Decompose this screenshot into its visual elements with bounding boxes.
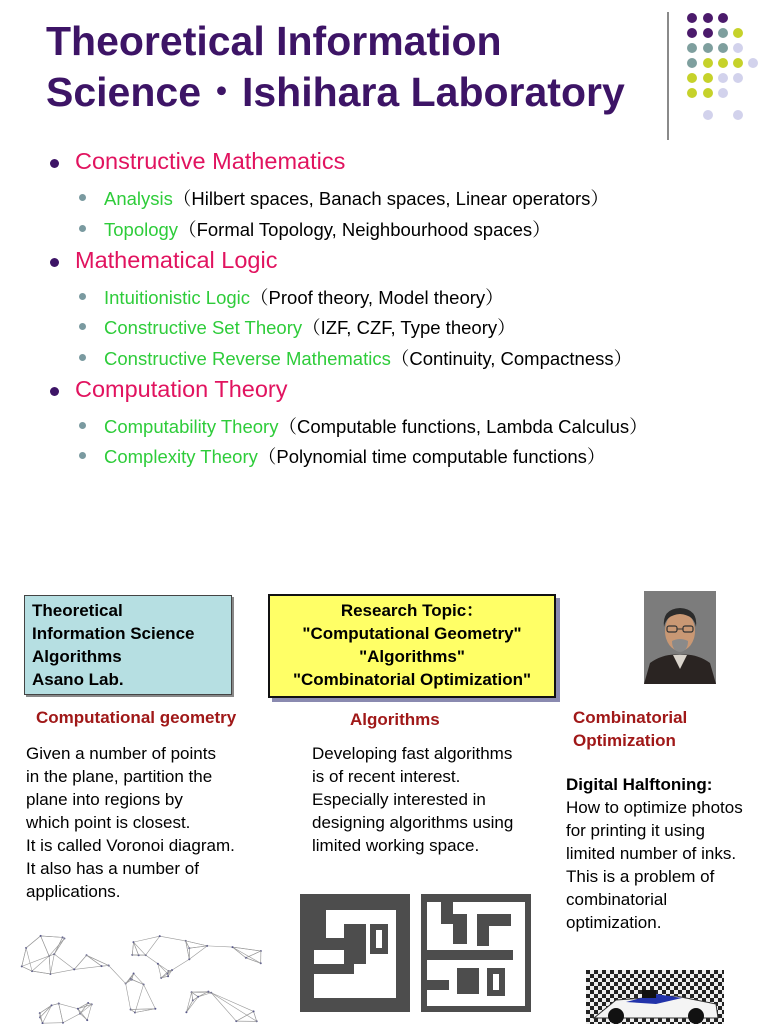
- voronoi-site: [77, 1008, 79, 1010]
- subtopic-detail: （Proof theory, Model theory）: [250, 287, 504, 308]
- bullet-icon: [79, 194, 86, 201]
- topic-box-line: "Computational Geometry": [302, 624, 522, 643]
- voronoi-edge: [50, 969, 74, 974]
- text-line: plane into regions by: [26, 790, 183, 809]
- topic-box-line: "Algorithms": [359, 647, 465, 666]
- voronoi-edge: [26, 936, 40, 948]
- voronoi-edge: [74, 955, 86, 969]
- voronoi-edge: [87, 955, 109, 965]
- bullet-icon: [79, 422, 86, 429]
- voronoi-edge: [102, 966, 109, 967]
- decorative-dot: [703, 28, 713, 38]
- halftone-race-car-image: [586, 970, 724, 1024]
- topic-label: Computation Theory: [75, 376, 288, 402]
- text-line: designing algorithms using: [312, 813, 514, 832]
- subtopic-detail: （Continuity, Compactness）: [390, 348, 633, 369]
- subtopic-detail: （Polynomial time computable functions）: [257, 446, 606, 467]
- voronoi-edge: [54, 954, 74, 969]
- decorative-dot: [703, 13, 713, 23]
- voronoi-site: [185, 1011, 187, 1013]
- voronoi-edge: [232, 947, 260, 963]
- voronoi-edge: [134, 974, 144, 985]
- voronoi-edge: [192, 992, 199, 997]
- voronoi-edge: [192, 992, 209, 993]
- text-line: limited number of inks.: [566, 844, 737, 863]
- subheading-digital-halftoning: Digital Halftoning:: [566, 775, 713, 794]
- decorative-dot: [703, 43, 713, 53]
- decorative-dot: [703, 73, 713, 83]
- voronoi-edge: [172, 959, 189, 970]
- text-line: How to optimize photos: [566, 798, 743, 817]
- subtopic-name: Computability Theory: [104, 416, 279, 437]
- voronoi-edge: [59, 1004, 78, 1009]
- decorative-dot: [718, 28, 728, 38]
- text-line: Developing fast algorithms: [312, 744, 513, 763]
- bullet-icon: [79, 323, 86, 330]
- decorative-dot: [733, 58, 743, 68]
- algorithms-description: [312, 742, 513, 857]
- bullet-icon: [50, 258, 59, 267]
- voronoi-edge: [133, 942, 138, 955]
- text-line: It is called Voronoi diagram.: [26, 836, 235, 855]
- voronoi-edge: [74, 966, 101, 969]
- bullet-icon: [79, 452, 86, 459]
- voronoi-edge: [49, 939, 64, 956]
- voronoi-edge: [49, 956, 50, 974]
- voronoi-edge: [40, 1005, 51, 1017]
- text-line: for printing it using: [566, 821, 705, 840]
- subtopic-detail: （Formal Topology, Neighbourhood spaces）: [178, 219, 551, 240]
- text-line: which point is closest.: [26, 813, 191, 832]
- voronoi-edge: [26, 948, 32, 971]
- text-line: Given a number of points: [26, 744, 216, 763]
- decorative-dot: [703, 110, 713, 120]
- heading-line: Optimization: [573, 731, 676, 750]
- voronoi-edge: [207, 946, 232, 947]
- subtopic-detail: （Hilbert spaces, Banach spaces, Linear operators）: [172, 188, 609, 209]
- subtopic-name: Constructive Set Theory: [104, 317, 303, 338]
- voronoi-edge: [186, 1000, 192, 1012]
- voronoi-edge: [186, 941, 190, 959]
- decorative-dot: [718, 88, 728, 98]
- geometry-description: [26, 742, 235, 903]
- voronoi-edge: [54, 939, 64, 955]
- heading-computational-geometry: Computational geometry: [36, 708, 237, 727]
- title-line-1: Theoretical Information: [46, 18, 502, 64]
- voronoi-edge: [87, 1004, 91, 1020]
- portrait-photo: [644, 591, 716, 684]
- voronoi-edge: [133, 942, 145, 955]
- text-line: It also has a number of: [26, 859, 199, 878]
- voronoi-edge: [211, 993, 253, 1012]
- decorative-dot: [687, 43, 697, 53]
- voronoi-site: [133, 973, 135, 975]
- voronoi-site: [101, 965, 103, 967]
- voronoi-edge: [109, 966, 126, 984]
- research-topic-box: [268, 594, 556, 698]
- decorative-dot: [718, 43, 728, 53]
- text-line: This is a problem of: [566, 867, 715, 886]
- voronoi-edge: [50, 954, 54, 974]
- voronoi-edge: [22, 956, 49, 966]
- text-line: combinatorial: [566, 890, 668, 909]
- voronoi-site: [154, 1008, 156, 1010]
- voronoi-edge: [63, 1014, 80, 1023]
- decorative-dot: [687, 13, 697, 23]
- voronoi-edge: [126, 984, 131, 1010]
- lab-box-line: Algorithms: [32, 647, 122, 666]
- decorative-dot: [687, 73, 697, 83]
- bullet-icon: [79, 225, 86, 232]
- voronoi-edge: [41, 936, 63, 937]
- text-line: is of recent interest.: [312, 767, 461, 786]
- voronoi-edge: [87, 955, 102, 966]
- subtopic-name: Topology: [104, 219, 179, 240]
- voronoi-site: [86, 1019, 88, 1021]
- decorative-dot: [733, 28, 743, 38]
- lab-box-line: Information Science: [32, 624, 195, 643]
- subtopic-detail: （Computable functions, Lambda Calculus）: [278, 416, 648, 437]
- voronoi-edge: [144, 984, 156, 1008]
- voronoi-site: [157, 963, 159, 965]
- voronoi-site: [231, 946, 233, 948]
- subtopic-name: Complexity Theory: [104, 446, 258, 467]
- voronoi-edge: [59, 1004, 63, 1023]
- lab-info-box: [24, 595, 232, 695]
- voronoi-edge: [160, 936, 186, 941]
- voronoi-site: [253, 1010, 255, 1012]
- voronoi-edge: [146, 955, 158, 964]
- voronoi-edge: [126, 974, 134, 984]
- subtopic-name: Intuitionistic Logic: [104, 287, 251, 308]
- voronoi-edge: [192, 992, 193, 1000]
- voronoi-edge: [211, 993, 236, 1021]
- voronoi-edge: [132, 942, 133, 955]
- bullet-icon: [79, 354, 86, 361]
- voronoi-site: [159, 935, 161, 937]
- decorative-dot: [733, 110, 743, 120]
- subtopic-name: Analysis: [104, 188, 173, 209]
- voronoi-site: [167, 975, 169, 977]
- decorative-dot: [687, 58, 697, 68]
- heading-combinatorial-optimization: [573, 706, 687, 752]
- voronoi-edge: [246, 958, 261, 963]
- bullet-icon: [50, 159, 59, 168]
- decorative-dot: [703, 58, 713, 68]
- subtopic-name: Constructive Reverse Mathematics: [104, 348, 391, 369]
- topic-box-line: "Combinatorial Optimization": [292, 670, 532, 689]
- lab-box-line: Theoretical: [32, 601, 123, 620]
- decorative-dot: [687, 88, 697, 98]
- decorative-dot: [687, 28, 697, 38]
- decorative-dot: [733, 43, 743, 53]
- bullet-icon: [50, 387, 59, 396]
- text-line: applications.: [26, 882, 121, 901]
- decorative-dot: [718, 13, 728, 23]
- voronoi-diagram: [20, 934, 272, 1024]
- text-line: in the plane, partition the: [26, 767, 213, 786]
- text-line: Especially interested in: [312, 790, 486, 809]
- voronoi-edge: [32, 971, 50, 974]
- voronoi-edge: [52, 1004, 59, 1006]
- portrait-image: [644, 591, 716, 684]
- bullet-icon: [79, 293, 86, 300]
- decorative-dot: [748, 58, 758, 68]
- voronoi-edge: [186, 941, 208, 946]
- decorative-divider: [667, 12, 669, 140]
- voronoi-site: [40, 935, 42, 937]
- decorative-dot: [703, 88, 713, 98]
- voronoi-edge: [22, 966, 32, 971]
- voronoi-edge: [22, 948, 26, 966]
- voronoi-edge: [211, 993, 256, 1022]
- decorative-dot: [733, 73, 743, 83]
- topic-box-line: Research Topic：: [340, 601, 484, 620]
- topic-label: Constructive Mathematics: [75, 148, 346, 174]
- decorative-dot: [718, 73, 728, 83]
- lab-box-line: Asano Lab.: [32, 670, 124, 689]
- subtopic-detail: （IZF, CZF, Type theory）: [302, 317, 516, 338]
- voronoi-edge: [135, 984, 144, 1012]
- voronoi-edge: [236, 1011, 253, 1021]
- text-line: optimization.: [566, 913, 662, 932]
- optimization-description: [566, 773, 743, 934]
- heading-algorithms: Algorithms: [350, 710, 440, 729]
- voronoi-edge: [246, 951, 261, 958]
- text-line: limited working space.: [312, 836, 480, 855]
- page-title: [46, 16, 625, 118]
- voronoi-edge: [32, 956, 49, 971]
- title-line-2: Science・Ishihara Laboratory: [46, 69, 625, 115]
- voronoi-site: [51, 1004, 53, 1006]
- heading-line: Combinatorial: [573, 708, 688, 727]
- voronoi-edge: [41, 936, 49, 956]
- voronoi-edge: [54, 937, 62, 954]
- maze-figure-right: [421, 894, 531, 1012]
- decorative-dot: [718, 58, 728, 68]
- voronoi-site: [73, 968, 75, 970]
- maze-figure-left: [300, 894, 410, 1012]
- topic-label: Mathematical Logic: [75, 247, 278, 273]
